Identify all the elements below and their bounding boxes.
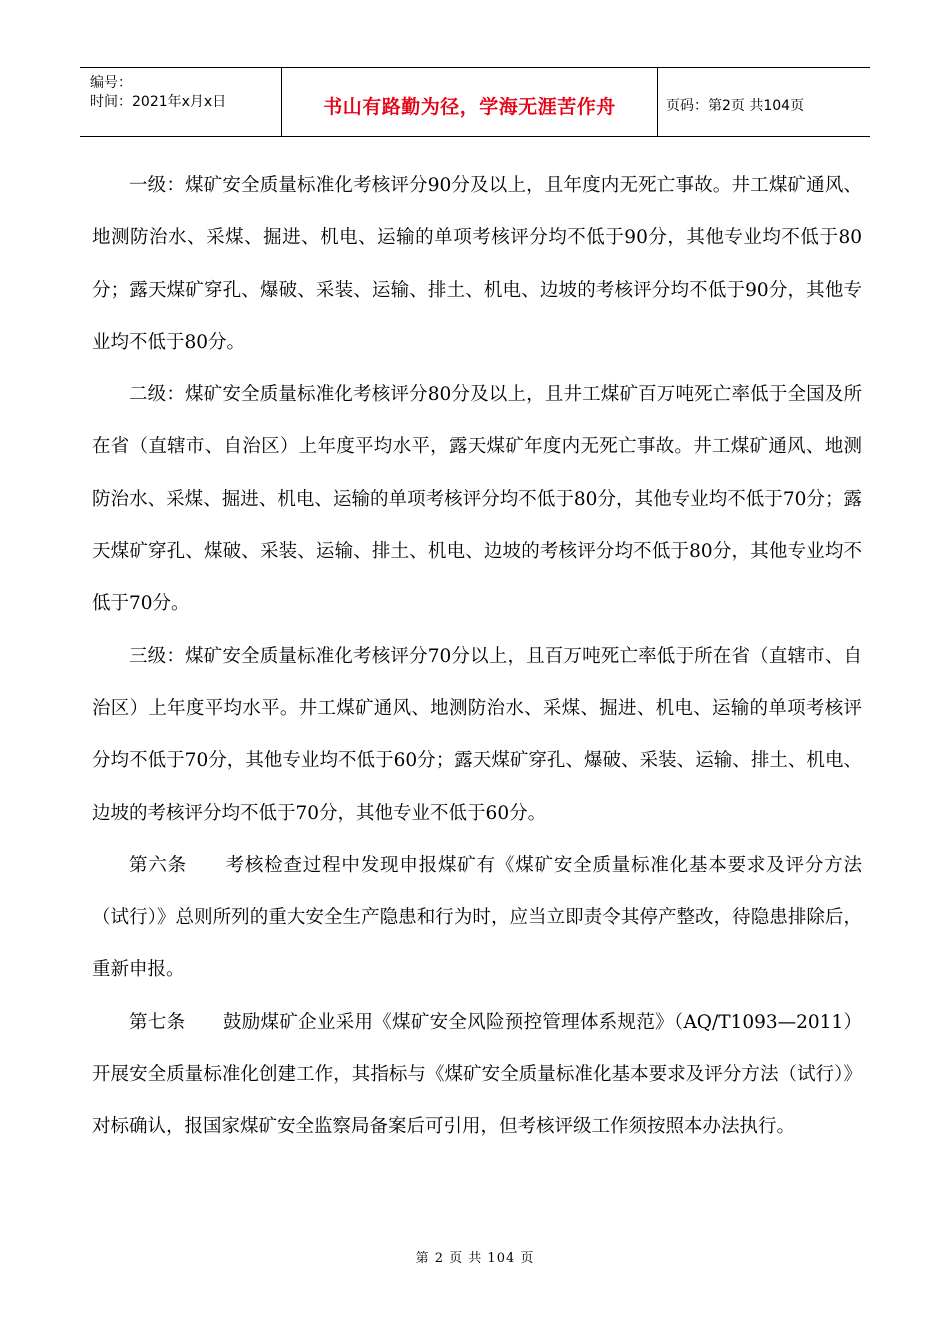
document-body <box>92 160 862 1154</box>
paragraph-level-one: 一级：煤矿安全质量标准化考核评分90分及以上，且年度内无死亡事故。井工煤矿通风、地测防治水、采煤、掘进、机电、运输的单项考核评分均不低于90分，其他专业均不低于80分；露天煤矿穿孔、爆破、采装、运输、排土、机电、边坡的考核评分均不低于90分，其他专业均不低于80分。 <box>92 175 862 353</box>
paragraph-level-two: 二级：煤矿安全质量标准化考核评分80分及以上，且井工煤矿百万吨死亡率低于全国及所在省（直辖市、自治区）上年度平均水平，露天煤矿年度内无死亡事故。井工煤矿通风、地测防治水、采煤、掘进、机电、运输的单项考核评分均不低于80分，其他专业均不低于70分；露天煤矿穿孔、煤破、采装、运输、排土、机电、边坡的考核评分均不低于80分，其他专业均不低于70分。 <box>92 384 862 615</box>
paragraph-level-three: 三级：煤矿安全质量标准化考核评分70分以上，且百万吨死亡率低于所在省（直辖市、自治区）上年度平均水平。井工煤矿通风、地测防治水、采煤、掘进、机电、运输的单项考核评分均不低于70分，其他专业均不低于60分；露天煤矿穿孔、爆破、采装、运输、排土、机电、边坡的考核评分均不低于70分，其他专业不低于60分。 <box>92 645 862 824</box>
paragraph-article-six: 第六条 考核检查过程中发现申报煤矿有《煤矿安全质量标准化基本要求及评分方法（试行）》总则所列的重大安全生产隐患和行为时，应当立即责令其停产整改，待隐患排除后，重新申报。 <box>92 854 862 981</box>
page-header <box>80 67 870 137</box>
paragraph-article-seven: 第七条 鼓励煤矿企业采用《煤矿安全风险预控管理体系规范》（AQ/T1093—2011）开展安全质量标准化创建工作，其指标与《煤矿安全质量标准化基本要求及评分方法（试行）》对标确认，报国家煤矿安全监察局备案后可引用，但考核评级工作须按照本办法执行。 <box>92 1011 862 1138</box>
document-number-label: 编号： <box>90 75 132 91</box>
page-footer: 第 2 页 共 104 页 <box>415 1251 535 1266</box>
document-time-label: 时间：2021年x月x日 <box>90 94 227 110</box>
header-motto: 书山有路勤为径，学海无涯苦作舟 <box>282 68 658 136</box>
header-page-code: 页码：第2页 共104页 <box>666 98 805 114</box>
header-meta <box>80 68 282 136</box>
